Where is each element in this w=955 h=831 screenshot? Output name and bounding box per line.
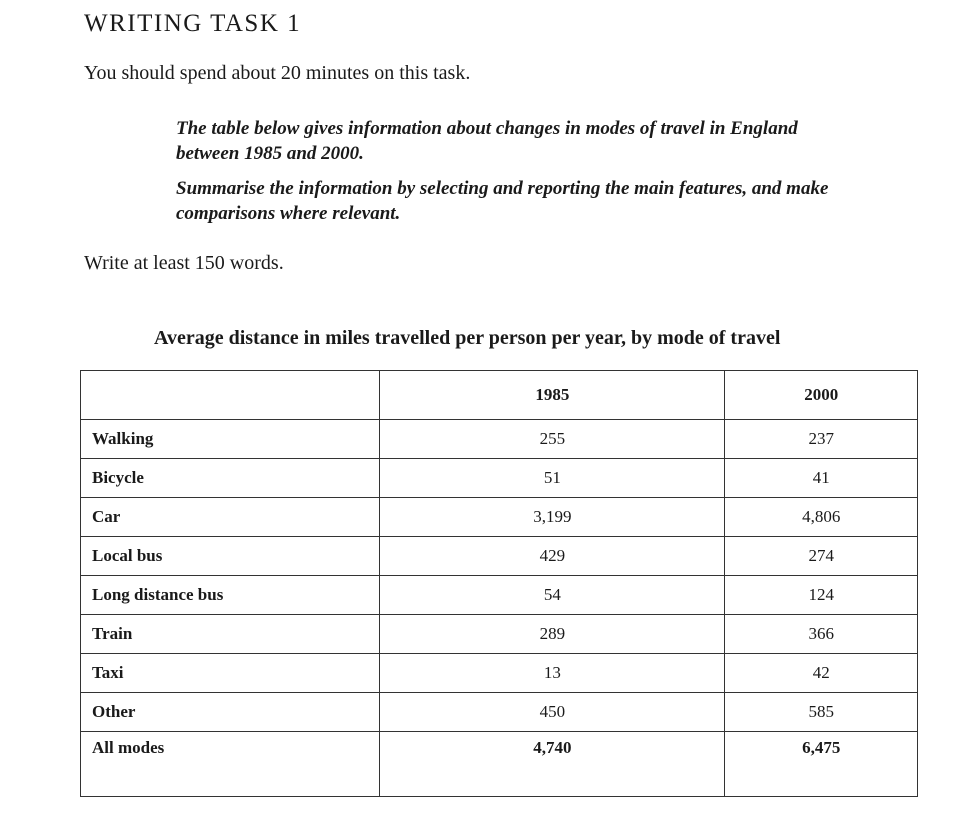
table-row-total: [81, 732, 918, 797]
task-heading: WRITING TASK 1: [84, 10, 302, 37]
row-mode-label: Other: [81, 693, 380, 732]
cell-2000: 274: [725, 537, 918, 576]
cell-1985: 429: [380, 537, 725, 576]
table-title: Average distance in miles travelled per person per year, by mode of travel: [154, 327, 781, 349]
row-mode-label: Train: [81, 615, 380, 654]
table-row: [81, 459, 918, 498]
table-row: [81, 420, 918, 459]
row-mode-label: Bicycle: [81, 459, 380, 498]
cell-1985: 450: [380, 693, 725, 732]
cell-2000-total: 6,475: [725, 732, 918, 797]
cell-1985: 51: [380, 459, 725, 498]
row-mode-label: Walking: [81, 420, 380, 459]
cell-2000: 42: [725, 654, 918, 693]
cell-2000: 366: [725, 615, 918, 654]
cell-2000: 237: [725, 420, 918, 459]
time-instruction: You should spend about 20 minutes on this task.: [84, 62, 471, 84]
cell-2000: 4,806: [725, 498, 918, 537]
row-mode-label: Local bus: [81, 537, 380, 576]
task-prompt-description: The table below gives information about changes in modes of travel in England between 1985 and 2000.: [176, 118, 798, 164]
cell-1985-total: 4,740: [380, 732, 725, 797]
word-count-instruction: Write at least 150 words.: [84, 252, 284, 274]
table-row: [81, 498, 918, 537]
table-row: [81, 693, 918, 732]
table-header-row: [81, 371, 918, 420]
travel-data-table: [80, 370, 918, 797]
row-mode-label: Long distance bus: [81, 576, 380, 615]
cell-1985: 3,199: [380, 498, 725, 537]
cell-1985: 13: [380, 654, 725, 693]
row-mode-label: Taxi: [81, 654, 380, 693]
task-prompt-summarise: Summarise the information by selecting and reporting the main features, and make comparisons where relevant.: [176, 178, 829, 224]
cell-2000: 585: [725, 693, 918, 732]
header-mode: [81, 371, 380, 420]
table-row: [81, 654, 918, 693]
cell-1985: 54: [380, 576, 725, 615]
cell-1985: 255: [380, 420, 725, 459]
cell-2000: 124: [725, 576, 918, 615]
table-row: [81, 576, 918, 615]
cell-2000: 41: [725, 459, 918, 498]
table-row: [81, 537, 918, 576]
header-1985: 1985: [380, 371, 725, 420]
cell-1985: 289: [380, 615, 725, 654]
row-mode-label: Car: [81, 498, 380, 537]
row-mode-label: All modes: [81, 732, 380, 797]
header-2000: 2000: [725, 371, 918, 420]
table-row: [81, 615, 918, 654]
